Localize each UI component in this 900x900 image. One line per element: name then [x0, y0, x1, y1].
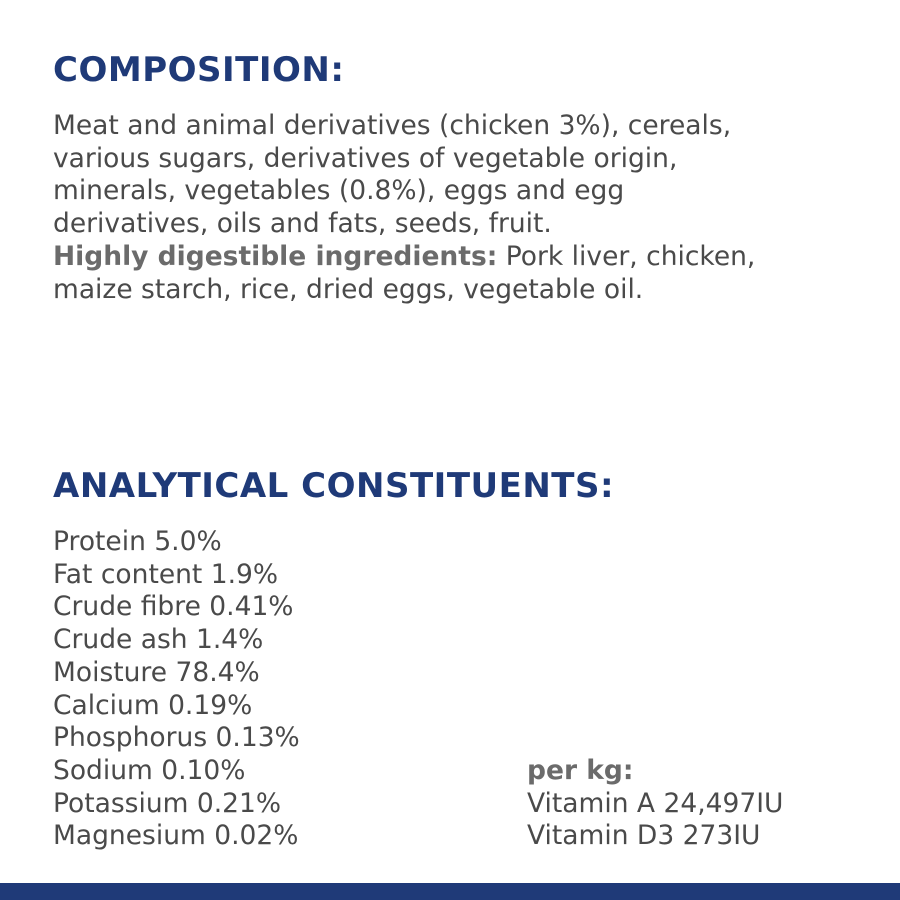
digestible-ingredients-line — [53, 241, 873, 274]
constituent-item: Potassium 0.21% — [53, 787, 282, 819]
digestible-ingredients-continued: maize starch, rice, dried eggs, vegetable oil. — [53, 273, 644, 305]
constituent-item: Moisture 78.4% — [53, 656, 260, 688]
composition-line: Meat and animal derivatives (chicken 3%), cereals, — [53, 110, 732, 141]
vitamin-item: Vitamin D3 273IU — [527, 820, 761, 852]
composition-line: various sugars, derivatives of vegetable origin, — [53, 142, 678, 174]
constituent-item: Crude fibre 0.41% — [53, 591, 294, 623]
composition-text — [53, 110, 873, 306]
digestible-ingredients-text: Pork liver, chicken, — [497, 240, 756, 272]
vitamin-item: Vitamin A 24,497IU — [527, 787, 784, 819]
bottom-bar — [0, 883, 900, 900]
constituent-item: Fat content 1.9% — [53, 558, 279, 590]
constituent-item: Crude ash 1.4% — [53, 624, 264, 656]
per-kg-block — [527, 755, 783, 853]
constituent-item: Phosphorus 0.13% — [53, 722, 300, 754]
constituent-item: Magnesium 0.02% — [53, 820, 299, 852]
composition-heading: COMPOSITION: — [53, 50, 345, 90]
composition-line: minerals, vegetables (0.8%), eggs and egg — [53, 175, 625, 207]
digestible-ingredients-label: Highly digestible ingredients: — [53, 240, 498, 272]
composition-line: derivatives, oils and fats, seeds, fruit. — [53, 208, 552, 240]
constituent-item: Calcium 0.19% — [53, 689, 253, 721]
constituent-item: Sodium 0.10% — [53, 754, 246, 786]
constituents-list — [53, 526, 300, 853]
constituent-item: Protein 5.0% — [53, 526, 222, 557]
per-kg-label: per kg: — [527, 755, 634, 786]
analytical-constituents-heading: ANALYTICAL CONSTITUENTS: — [53, 466, 615, 506]
